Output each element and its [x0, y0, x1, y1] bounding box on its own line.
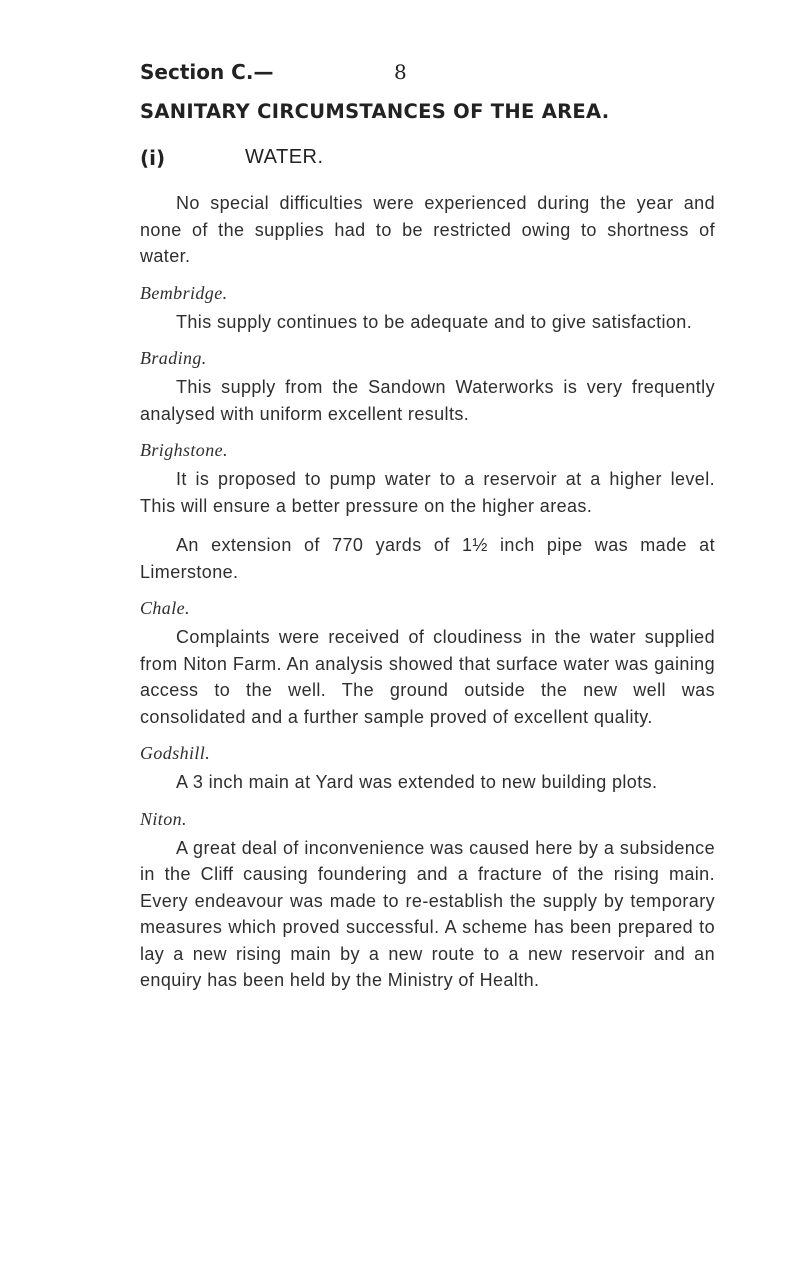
- paragraph-chale: Complaints were received of cloudiness in the water supplied from Niton Farm. An analysis showed that surface water was gaining access to the well. The ground outside the new well was consolidated and a further sample proved of excellent quality.: [140, 627, 715, 727]
- paragraph-brighstone-1: It is proposed to pump water to a reservoir at a higher level. This will ensure a better pressure on the higher areas.: [140, 469, 715, 516]
- paragraph-brighstone-2: An extension of 770 yards of 1½ inch pipe was made at Limerstone.: [140, 535, 715, 582]
- paragraph-bembridge: This supply continues to be adequate and to give satisfaction.: [176, 311, 693, 332]
- section-label: Section C.—: [140, 60, 274, 84]
- place-heading-godshill: Godshill.: [140, 743, 211, 763]
- paragraph-niton: A great deal of inconvenience was caused here by a subsidence in the Cliff causing foundering and a fracture of the rising main. Every endeavour was made to re-establish the supply by temporary measures which proved successful. A scheme has been prepared to lay a new rising main by a new route to a new reservoir and an enquiry has been held by the Ministry of Health.: [140, 837, 715, 990]
- subheading-number: (i): [140, 146, 166, 170]
- intro-paragraph: No special difficulties were experienced during the year and none of the supplies had to be restricted owing to shortness of water.: [140, 193, 715, 266]
- section-header: [140, 60, 407, 84]
- place-heading-brighstone: Brighstone.: [140, 440, 228, 460]
- place-heading-chale: Chale.: [140, 598, 190, 618]
- page-title: SANITARY CIRCUMSTANCES OF THE AREA.: [140, 100, 610, 123]
- place-heading-bembridge: Bembridge.: [140, 282, 228, 303]
- subheading: [140, 146, 324, 171]
- place-heading-brading: Brading.: [140, 348, 207, 368]
- subheading-text: WATER.: [245, 146, 324, 168]
- paragraph-godshill: A 3 inch main at Yard was extended to new building plots.: [176, 772, 658, 792]
- place-heading-niton: Niton.: [140, 808, 187, 829]
- page-number: 8: [394, 60, 407, 84]
- document-body: [140, 190, 715, 1007]
- paragraph-brading: This supply from the Sandown Waterworks is very frequently analysed with uniform excellent results.: [140, 377, 715, 424]
